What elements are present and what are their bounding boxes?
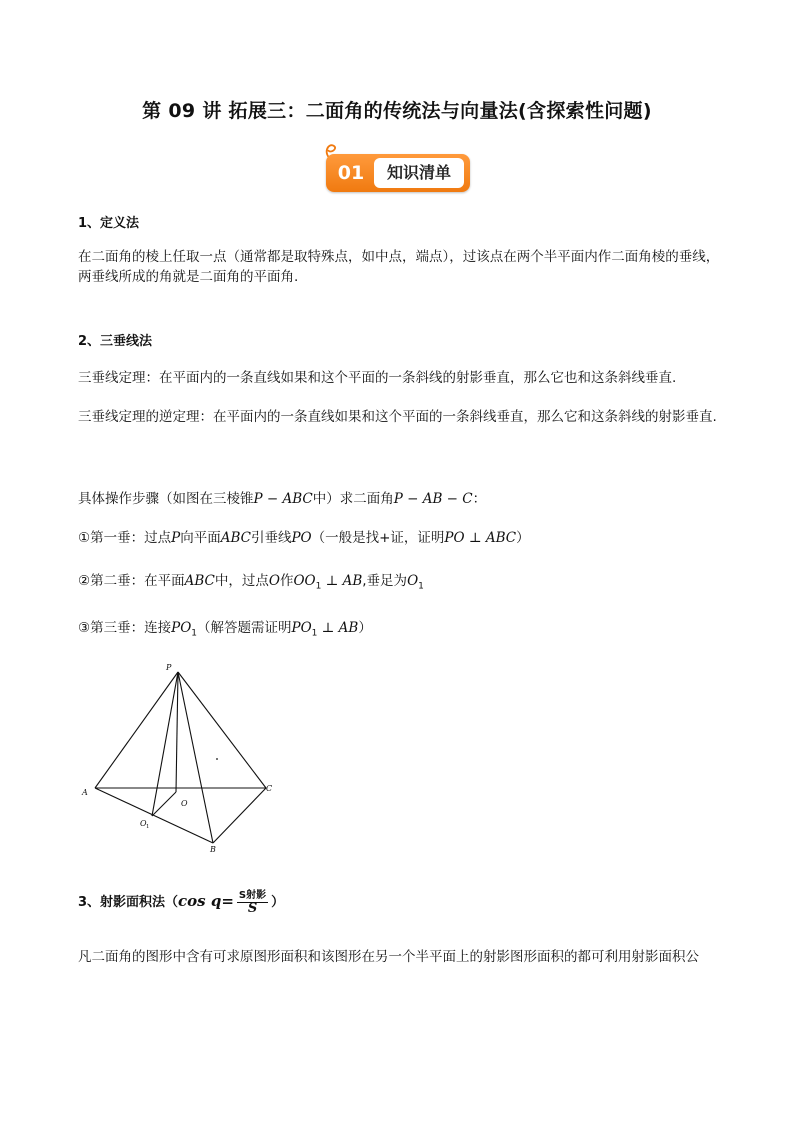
page-title: 第 09 讲 拓展三：二面角的传统法与向量法(含探索性问题)	[142, 100, 652, 122]
edge-AB	[95, 788, 213, 843]
paragraph-inverse-theorem: 三垂线定理的逆定理：在平面内的一条直线如果和这个平面的一条斜线垂直，那么它和这条斜线的射影垂直.	[78, 409, 717, 425]
paragraph-steps-intro: 具体操作步骤（如图在三棱锥P − ABC中）求二面角P − AB − C：	[78, 491, 487, 507]
badge-box	[326, 154, 470, 192]
paragraph-step-2: ②第二垂：在平面ABC中，过点O作$OO_1$ ⊥ AB,垂足为$O_1$	[78, 573, 424, 592]
paragraph-projection-area: 凡二面角的图形中含有可求原图形面积和该图形在另一个半平面上的射影图形面积的都可利用射影面积公	[78, 949, 699, 965]
paragraph-step-3: ③第三垂：连接$PO_1$（解答题需证明$PO_1$ ⊥ AB）	[78, 620, 372, 639]
label-B: B	[210, 845, 216, 854]
formula-lhs: cos q=	[178, 892, 234, 910]
edge-PC	[178, 672, 266, 788]
paragraph-theorem: 三垂线定理：在平面内的一条直线如果和这个平面的一条斜线的射影垂直，那么它也和这条斜线垂直.	[78, 370, 677, 386]
pyramid-diagram	[80, 660, 290, 860]
edge-BC	[213, 788, 266, 843]
label-O: O	[181, 799, 188, 808]
edge-PA	[95, 672, 178, 788]
paragraph-definition-method: 在二面角的棱上任取一点（通常都是取特殊点，如中点，端点），过该点在两个半平面内作二面角棱的垂线，两垂线所成的角就是二面角的平面角.	[78, 249, 720, 285]
label-A: A	[82, 788, 88, 797]
label-O1-sub: 1	[146, 824, 150, 830]
label-O1: O	[140, 819, 147, 828]
badge-number: 01	[337, 162, 365, 184]
segment-PO	[176, 672, 178, 792]
section-badge	[318, 138, 478, 200]
badge-label: 知识清单	[374, 158, 464, 188]
heading-projection-area-method: 3、射影面积法（cos q= $\frac{\text{S射影}}{S}$ ）	[78, 890, 285, 916]
edge-PB	[178, 672, 213, 843]
heading-definition-method: 1、定义法	[78, 216, 140, 231]
label-C: C	[266, 784, 273, 793]
heading-three-perpendicular-method: 2、三垂线法	[78, 334, 153, 349]
dot-mark	[216, 758, 218, 760]
paragraph-step-1: ①第一垂：过点P向平面ABC引垂线PO（一般是找+证，证明PO ⊥ ABC）	[78, 530, 530, 546]
label-P: P	[166, 663, 172, 672]
formula-fraction: $\frac{\text{S射影}}{S}$	[238, 890, 267, 916]
